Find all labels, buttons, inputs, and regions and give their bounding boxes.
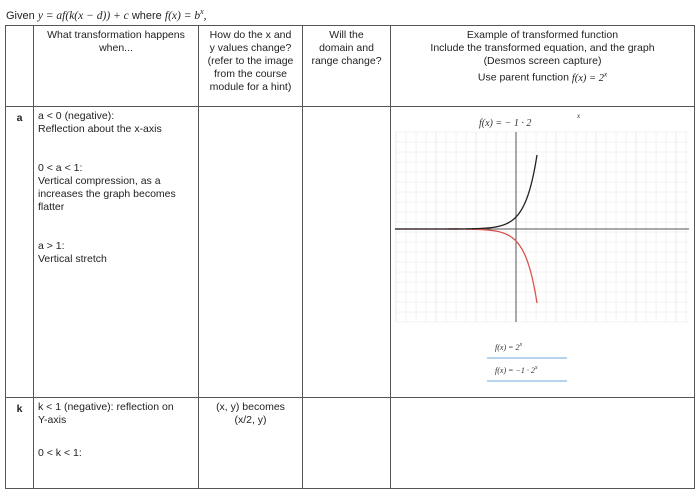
intro-given: Given [6,9,35,22]
row-k-example [391,398,695,489]
row-a-xy-change [199,107,303,398]
a-stretch-desc: Vertical stretch [38,253,107,265]
row-k-transformation [34,398,199,489]
header-example: Example of transformed function Include the transformed equation, and the graph (Desmos screen capture) Use parent function $f(x) = 2^x$ [391,26,695,107]
k-compression-title: 0 < k < 1: [38,447,82,459]
graph-top-equation: f(x) = − 1 · 2 [479,118,532,129]
row-k-domain-range [303,398,391,489]
a-compression-title: 0 < a < 1: [38,162,83,174]
header-domain-range: Will the domain and range change? [303,26,391,107]
header-row [6,26,695,107]
a-negative-desc: Reflection about the x-axis [38,123,162,135]
intro-where: where [131,9,162,22]
row-k-xy-change: (x, y) becomes (x/2, y) [199,398,303,489]
row-a [6,107,695,398]
k-negative-desc: Y-axis [38,414,67,426]
desmos-graph [391,107,695,391]
row-k-label: k [6,398,34,489]
legend-reflected: $f(x) = -1 \cdot 2^x$ [495,365,538,375]
a-negative-title: a < 0 (negative): [38,110,115,122]
a-stretch-title: a > 1: [38,240,65,252]
row-a-domain-range [303,107,391,398]
header-transformation: What transformation happens when... [34,26,199,107]
header-empty [6,26,34,107]
graph-top-equation-sup: x [577,112,581,120]
desmos-capture [391,107,694,391]
transformations-table [5,25,695,489]
intro-line [6,7,207,22]
intro-equation: y = af(k(x − d)) + c [37,9,129,22]
header-xy-change: How do the x and y values change? (refer to the image from the course module for a hint) [199,26,303,107]
parent-function: $f(x) = 2^x$ [571,70,608,84]
row-a-transformation: a < 0 (negative): Reflection about the x-axis 0 < a < 1: Vertical compression, as a increases the graph becomes flatter a > 1: Vertical stretch [34,107,199,398]
row-a-label: a [6,107,34,398]
intro-parent-equation: $f(x) = b^x$, [164,7,207,22]
legend-parent: $f(x) = 2^x$ [495,342,523,352]
row-a-example [391,107,695,398]
graph-grid [396,132,689,322]
k-negative-title: k < 1 (negative): reflection on [38,401,174,413]
row-k [6,398,695,489]
